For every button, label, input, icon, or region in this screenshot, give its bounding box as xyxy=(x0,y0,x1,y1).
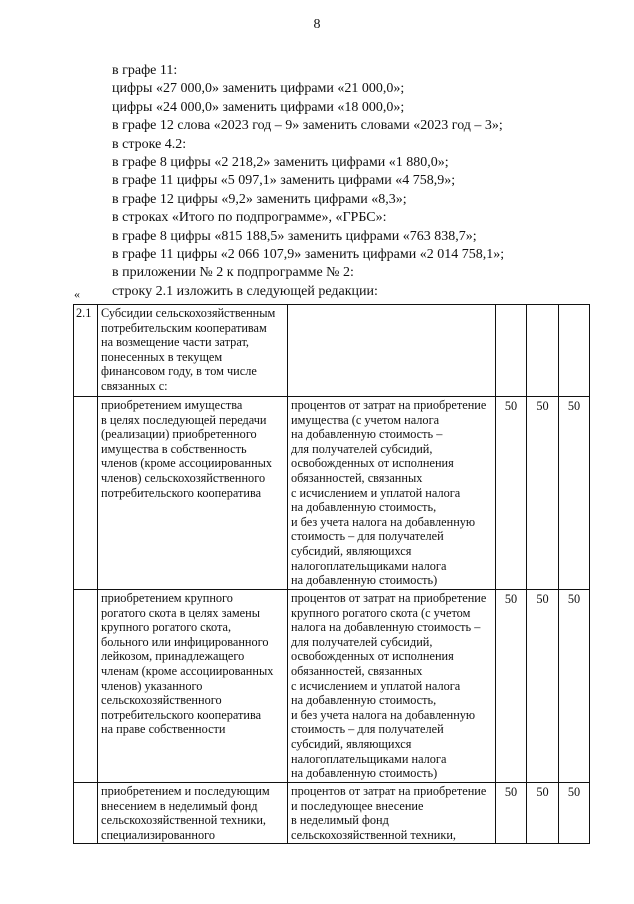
value-cell: 50 xyxy=(527,397,559,590)
table-row xyxy=(74,783,590,844)
table-row xyxy=(74,397,590,590)
body-line: в графе 12 слова «2023 год – 9» заменить словами «2023 год – 3»; xyxy=(112,118,503,134)
document-body xyxy=(112,62,612,301)
value-cell: 50 xyxy=(527,590,559,783)
empty-cell xyxy=(288,305,496,397)
empty-cell xyxy=(74,783,98,844)
indicator-cell: процентов от затрат на приобретение крупного рогатого скота (с учетом налога на добавленную стоимость – для получателей субсидий, освобожденных от исполнения обязанностей, связанных с исчислением и уплатой налога на добавленную стоимость, и без учета налога на добавленную стоимость – для получателей субсидий, являющихся налогоплательщиками налога на добавленную стоимость) xyxy=(288,590,496,783)
value-cell: 50 xyxy=(559,397,590,590)
body-line: строку 2.1 изложить в следующей редакции: xyxy=(112,283,378,299)
row-number-cell: 2.1 xyxy=(74,305,98,397)
empty-cell xyxy=(527,305,559,397)
empty-cell xyxy=(496,305,527,397)
description-cell: приобретением имущества в целях последующей передачи (реализации) приобретенного имущества в собственность членов (кроме ассоциированных членов) сельскохозяйственного потребительского кооператива xyxy=(98,397,288,590)
table-row xyxy=(74,590,590,783)
value-cell: 50 xyxy=(559,783,590,844)
value-cell: 50 xyxy=(559,590,590,783)
body-line: в строке 4.2: xyxy=(112,136,187,152)
value-cell: 50 xyxy=(496,397,527,590)
empty-cell xyxy=(74,397,98,590)
body-line: цифры «27 000,0» заменить цифрами «21 000,0»; xyxy=(112,81,405,97)
body-line: в графе 11 цифры «2 066 107,9» заменить цифрами «2 014 758,1»; xyxy=(112,247,505,263)
indicator-cell: процентов от затрат на приобретение имущества (с учетом налога на добавленную стоимость – для получателей субсидий, освобожденных от исполнения обязанностей, связанных с исчислением и уплатой налога на добавленную стоимость, и без учета налога на добавленную стоимость – для получателей субсидий, являющихся налогоплательщиками налога на добавленную стоимость) xyxy=(288,397,496,590)
page-number: 8 xyxy=(313,17,321,32)
body-line: в графе 12 цифры «9,2» заменить цифрами «8,3»; xyxy=(112,191,407,207)
table-row xyxy=(74,305,590,397)
description-cell: приобретением крупного рогатого скота в целях замены крупного рогатого скота, больного или инфицированного лейкозом, принадлежащего членам (кроме ассоциированных членов) указанного сельскохозяйственного потребительского кооператива на праве собственности xyxy=(98,590,288,783)
value-cell: 50 xyxy=(496,590,527,783)
subsidy-table xyxy=(73,304,589,844)
body-line: в графе 8 цифры «2 218,2» заменить цифрами «1 880,0»; xyxy=(112,155,449,171)
body-line: в графе 8 цифры «815 188,5» заменить цифрами «763 838,7»; xyxy=(112,228,477,244)
body-line: в графе 11: xyxy=(112,63,178,78)
empty-cell xyxy=(74,590,98,783)
body-line: цифры «24 000,0» заменить цифрами «18 000,0»; xyxy=(112,99,405,115)
indicator-cell: процентов от затрат на приобретение и последующее внесение в неделимый фонд сельскохозяйственной техники, xyxy=(288,783,496,844)
value-cell: 50 xyxy=(496,783,527,844)
body-line: в строках «Итого по подпрограмме», «ГРБС»: xyxy=(112,210,387,226)
value-cell: 50 xyxy=(527,783,559,844)
open-quote: « xyxy=(74,287,80,301)
body-line: в приложении № 2 к подпрограмме № 2: xyxy=(112,265,354,281)
row-header-cell: Субсидии сельскохозяйственным потребительским кооперативам на возмещение части затрат, понесенных в текущем финансовом году, в том числе связанных с: xyxy=(98,305,288,397)
body-line: в графе 11 цифры «5 097,1» заменить цифрами «4 758,9»; xyxy=(112,173,456,189)
description-cell: приобретением и последующим внесением в неделимый фонд сельскохозяйственной техники, специализированного xyxy=(98,783,288,844)
empty-cell xyxy=(559,305,590,397)
